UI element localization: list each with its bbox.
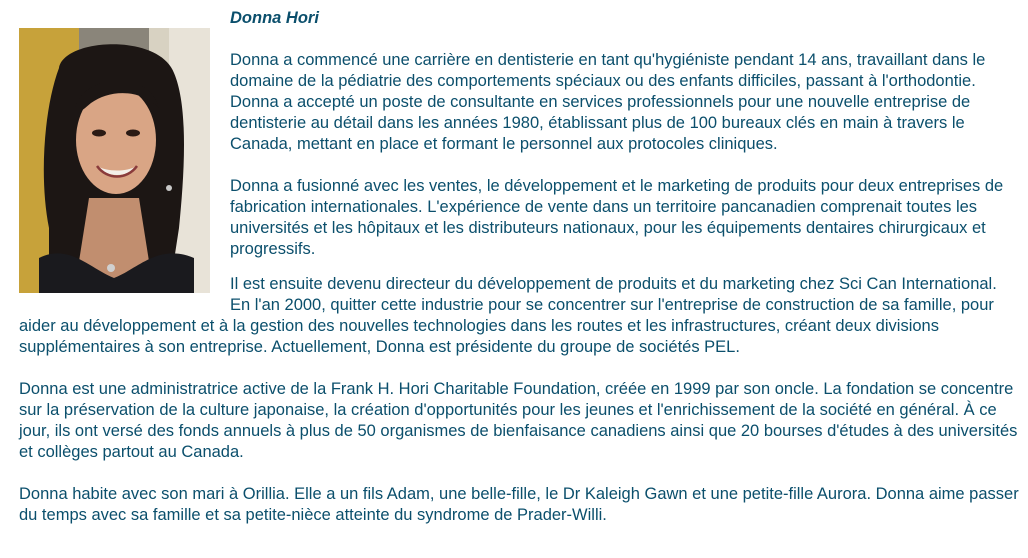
bio-paragraph-5: Donna habite avec son mari à Orillia. Elle a un fils Adam, une belle-fille, le Dr Kaleigh Gawn et une petite-fille Aurora. Donna aime passer du temps avec sa famille et sa petite-nièce atteinte du syndrome de Prader-Willi. xyxy=(19,485,1019,524)
bio-paragraph-2: Donna a fusionné avec les ventes, le développement et le marketing de produits pour deux entreprises de fabrication internationales. L'expérience de vente dans un territoire pancanadien comprenait toutes les universités et les hôpitaux et les distributeurs nationaux, pour les équipements dentaires chirurgicaux et progressifs. xyxy=(230,177,1004,258)
person-name: Donna Hori xyxy=(230,9,319,27)
bio-paragraph-1: Donna a commencé une carrière en dentisterie en tant qu'hygiéniste pendant 14 ans, travaillant dans le domaine de la pédiatrie des comportements spéciaux ou des enfants difficiles, passant à l'orthodontie. Donna a accepté un poste de consultante en services professionnels pour une nouvelle entreprise de dentisterie au détail dans les années 1980, établissant plus de 100 bureaux clés en main à travers le Canada, mettant en place et formant le personnel aux protocoles cliniques. xyxy=(230,51,986,153)
bio-paragraph-4: Donna est une administratrice active de la Frank H. Hori Charitable Foundation, créée en 1999 par son oncle. La fondation se concentre sur la préservation de la culture japonaise, la création d'opportunités pour les jeunes et l'enrichissement de la société en général. À ce jour, ils ont versé des fonds annuels à plus de 50 organismes de bienfaisance canadiens ainsi que 20 bourses d'études à des universités et collèges partout au Canada. xyxy=(19,380,1018,461)
profile-section xyxy=(19,8,1019,547)
bio-paragraph-3: Il est ensuite devenu directeur du développement de produits et du marketing chez Sci Can International. En l'an 2000, quitter cette industrie pour se concentrer sur l'entreprise de construction de sa famille, pour aider au développement et à la gestion des nouvelles technologies dans les routes et les infrastructures, créant deux divisions supplémentaires à son entreprise. Actuellement, Donna est présidente du groupe de sociétés PEL. xyxy=(19,275,997,356)
portrait-photo xyxy=(19,28,210,293)
